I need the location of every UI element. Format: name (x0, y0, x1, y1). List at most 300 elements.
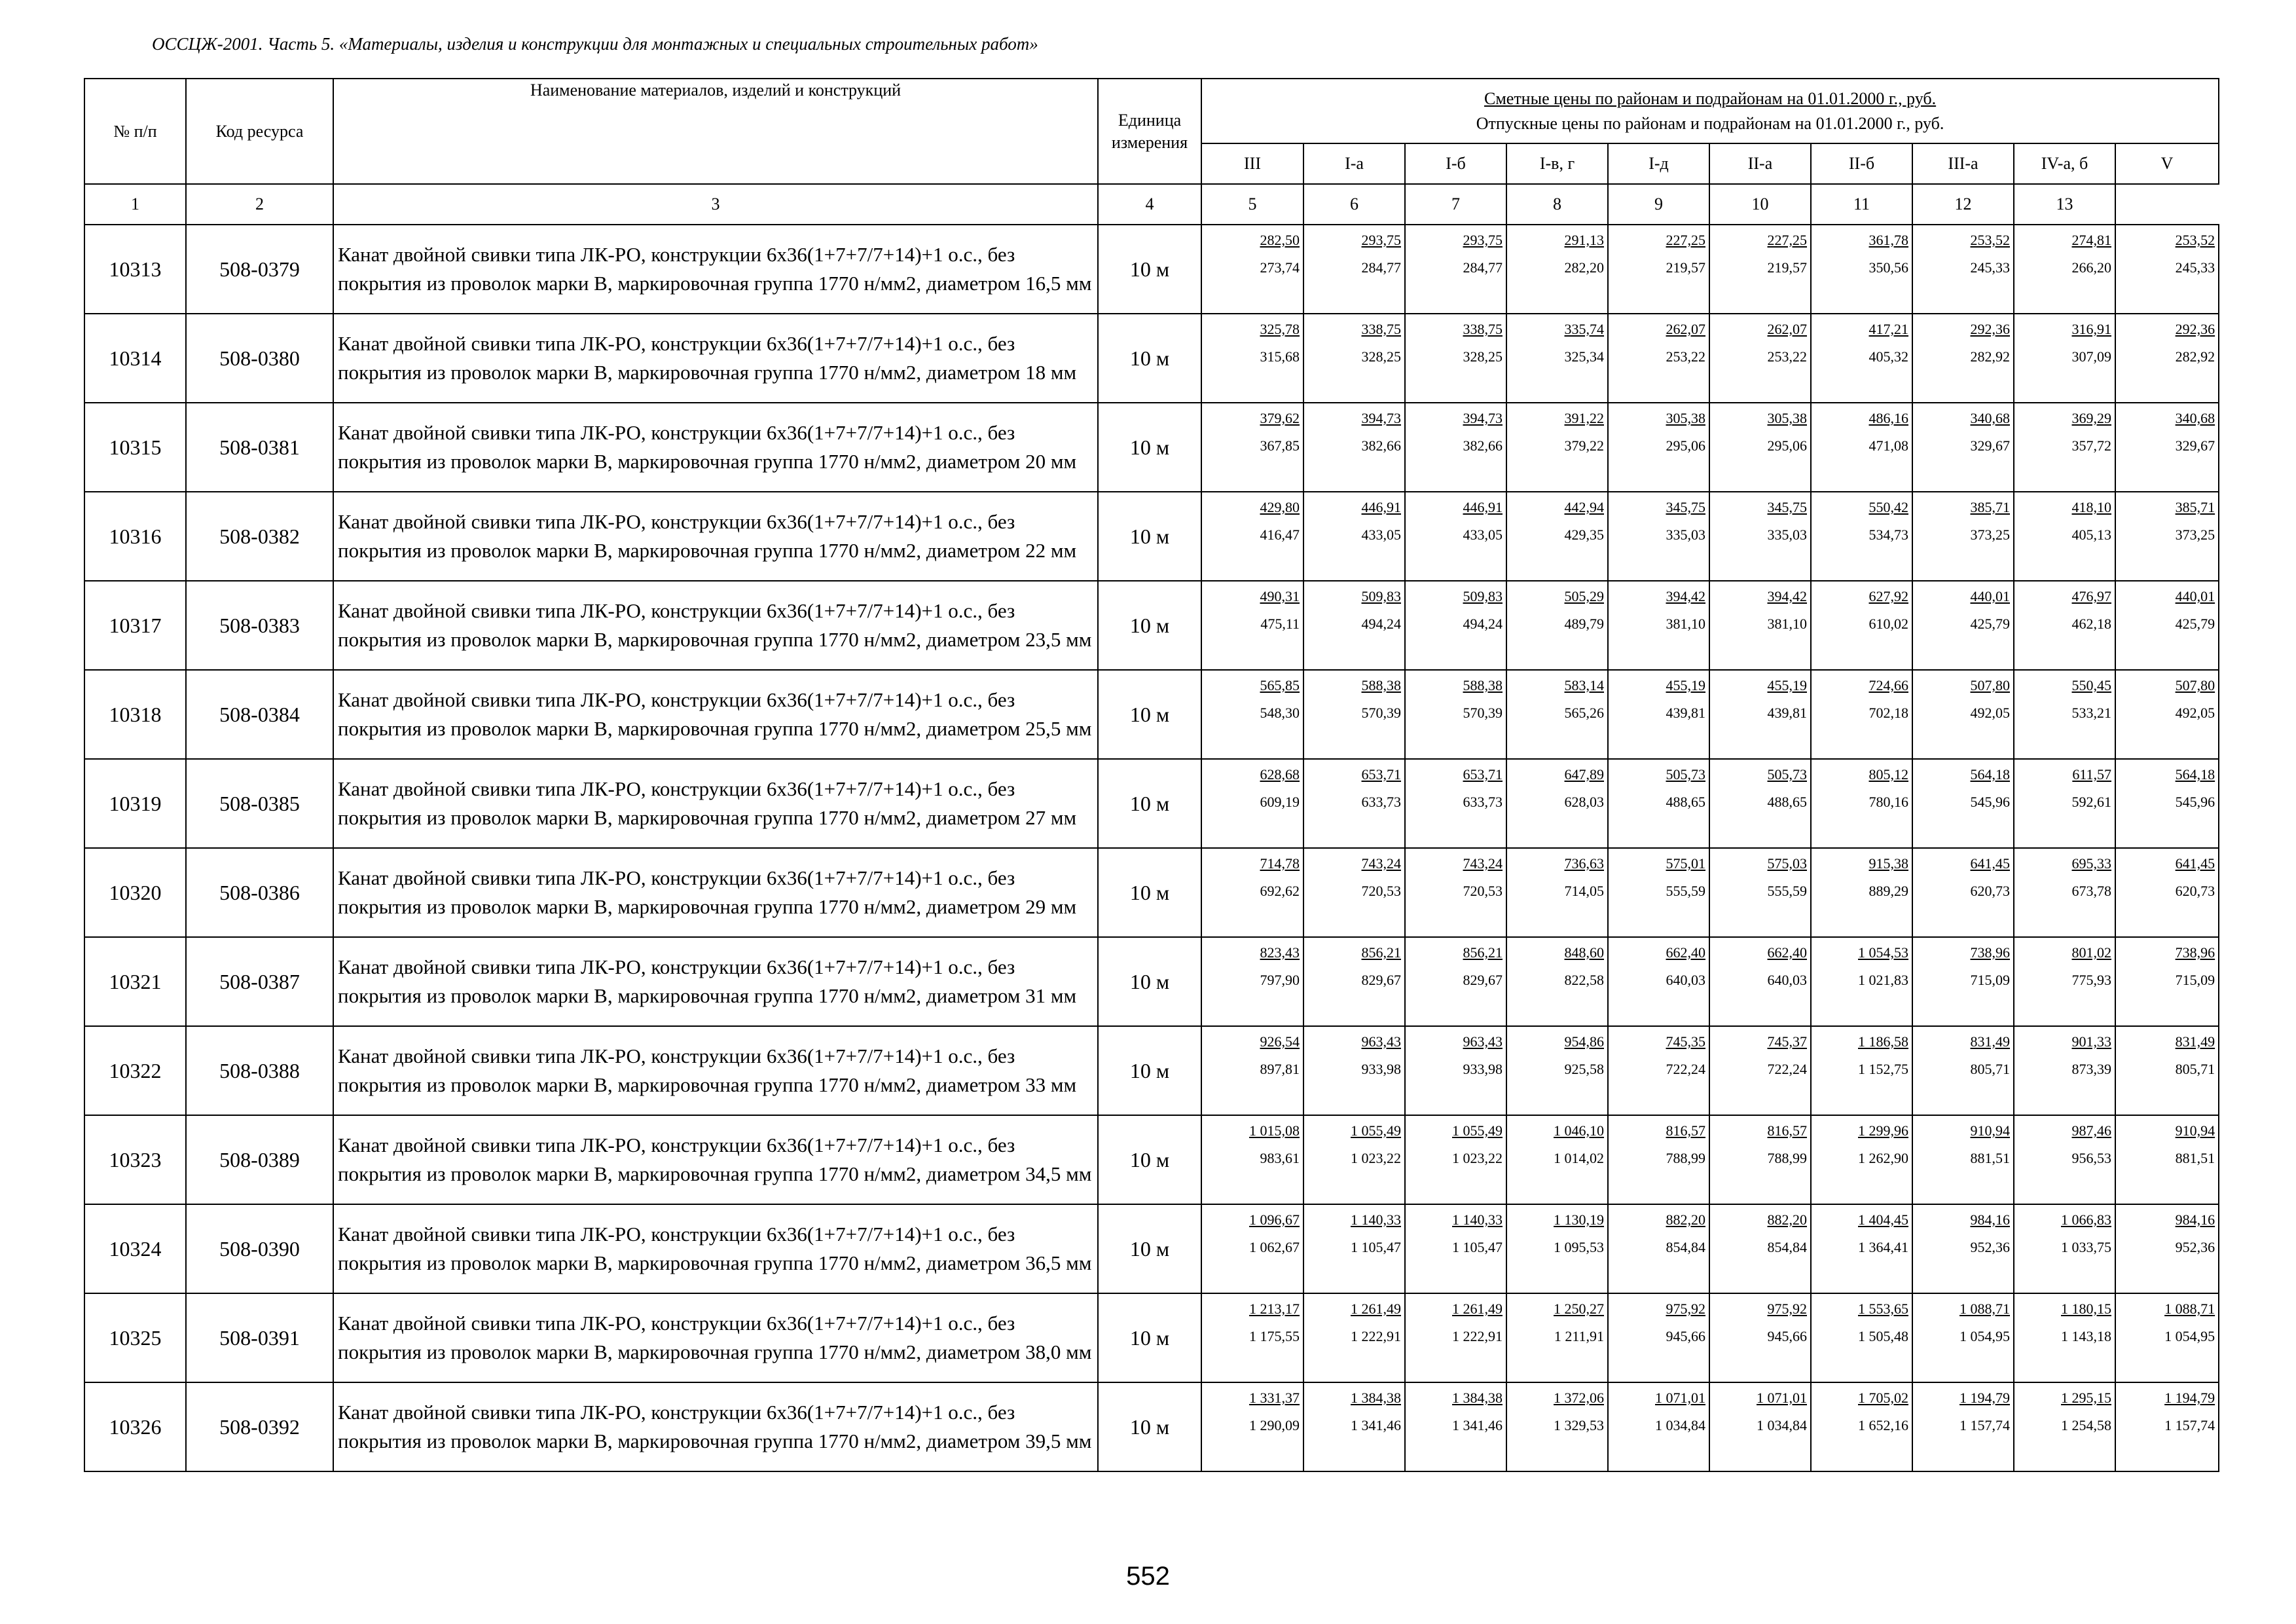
release-price: 282,20 (1564, 259, 1604, 276)
price-cell (2115, 1293, 2219, 1382)
price-cell (2115, 1026, 2219, 1115)
estimated-price: 418,10 (2071, 499, 2111, 515)
release-price: 492,05 (2175, 705, 2215, 721)
estimated-price: 486,16 (1868, 410, 1908, 426)
release-price: 405,13 (2071, 526, 2111, 543)
release-price: 284,77 (1361, 259, 1401, 276)
table-row (84, 403, 2219, 492)
release-price: 788,99 (1666, 1150, 1705, 1166)
price-cell (1405, 403, 1506, 492)
release-price: 873,39 (2071, 1061, 2111, 1077)
header-column-number: 12 (1912, 184, 2014, 225)
estimated-price: 385,71 (1970, 499, 2010, 515)
estimated-price: 1 372,06 (1554, 1390, 1604, 1406)
material-name: Канат двойной свивки типа ЛК-РО, конструкции 6х36(1+7+7/7+14)+1 о.с., без покрытия из проволок марки В, маркировочная группа 1770 н/мм2, диаметром 29 мм (333, 848, 1098, 937)
release-price: 1 105,47 (1351, 1239, 1401, 1255)
release-price: 555,59 (1767, 883, 1807, 899)
estimated-price: 823,43 (1260, 944, 1300, 961)
price-cell (2014, 492, 2115, 581)
price-cell (1912, 1026, 2014, 1115)
price-cell (1608, 937, 1709, 1026)
release-price: 570,39 (1463, 705, 1503, 721)
release-price: 1 033,75 (2061, 1239, 2111, 1255)
release-price: 822,58 (1564, 972, 1604, 988)
resource-code: 508-0381 (186, 403, 333, 492)
estimated-price: 816,57 (1666, 1122, 1705, 1139)
release-price: 555,59 (1666, 883, 1705, 899)
price-cell (1811, 492, 1912, 581)
estimated-price: 641,45 (2175, 855, 2215, 872)
row-number: 10318 (84, 670, 186, 759)
estimated-price: 805,12 (1868, 766, 1908, 783)
release-price: 933,98 (1463, 1061, 1503, 1077)
release-price: 933,98 (1361, 1061, 1401, 1077)
release-price: 373,25 (1970, 526, 2010, 543)
price-cell (1303, 403, 1405, 492)
resource-code: 508-0384 (186, 670, 333, 759)
header-region: IV-а, б (2014, 143, 2115, 184)
release-price: 1 152,75 (1858, 1061, 1908, 1077)
estimated-price: 1 071,01 (1757, 1390, 1807, 1406)
estimated-price: 975,92 (1767, 1301, 1807, 1317)
price-cell (1912, 759, 2014, 848)
release-price: 788,99 (1767, 1150, 1807, 1166)
release-price: 462,18 (2071, 616, 2111, 632)
estimated-price: 340,68 (2175, 410, 2215, 426)
release-price: 805,71 (1970, 1061, 2010, 1077)
price-cell (1405, 492, 1506, 581)
estimated-price: 316,91 (2071, 321, 2111, 337)
material-name: Канат двойной свивки типа ЛК-РО, конструкции 6х36(1+7+7/7+14)+1 о.с., без покрытия из проволок марки В, маркировочная группа 1770 н/мм2, диаметром 38,0 мм (333, 1293, 1098, 1382)
price-cell (1201, 581, 1303, 670)
release-price: 1 290,09 (1249, 1417, 1300, 1433)
material-name: Канат двойной свивки типа ЛК-РО, конструкции 6х36(1+7+7/7+14)+1 о.с., без покрытия из проволок марки В, маркировочная группа 1770 н/мм2, диаметром 23,5 мм (333, 581, 1098, 670)
unit-of-measure: 10 м (1098, 225, 1201, 314)
estimated-price: 262,07 (1666, 321, 1705, 337)
release-price: 1 341,46 (1452, 1417, 1503, 1433)
price-cell (1608, 225, 1709, 314)
price-cell (1912, 314, 2014, 403)
resource-code: 508-0385 (186, 759, 333, 848)
estimated-price: 1 015,08 (1249, 1122, 1300, 1139)
estimated-price: 575,01 (1666, 855, 1705, 872)
header-region: III-а (1912, 143, 2014, 184)
estimated-price: 695,33 (2071, 855, 2111, 872)
estimated-price: 1 055,49 (1452, 1122, 1503, 1139)
header-column-number: 1 (84, 184, 186, 225)
release-price: 881,51 (2175, 1150, 2215, 1166)
estimated-price: 292,36 (1970, 321, 2010, 337)
estimated-price: 490,31 (1260, 588, 1300, 604)
release-price: 379,22 (1564, 437, 1604, 454)
estimated-price: 641,45 (1970, 855, 2010, 872)
estimated-price: 550,45 (2071, 677, 2111, 693)
release-price: 881,51 (1970, 1150, 2010, 1166)
release-price: 829,67 (1463, 972, 1503, 988)
release-price: 489,79 (1564, 616, 1604, 632)
price-cell (1811, 1382, 1912, 1471)
release-price: 1 175,55 (1249, 1328, 1300, 1344)
resource-code: 508-0382 (186, 492, 333, 581)
release-price: 1 023,22 (1351, 1150, 1401, 1166)
estimated-price: 1 261,49 (1351, 1301, 1401, 1317)
price-cell (1303, 848, 1405, 937)
price-cell (1303, 492, 1405, 581)
estimated-price: 662,40 (1767, 944, 1807, 961)
price-cell (1912, 937, 2014, 1026)
release-price: 1 652,16 (1858, 1417, 1908, 1433)
release-price: 284,77 (1463, 259, 1503, 276)
header-column-number: 13 (2014, 184, 2115, 225)
release-price: 609,19 (1260, 794, 1300, 810)
estimated-price: 1 130,19 (1554, 1211, 1604, 1228)
estimated-price: 653,71 (1463, 766, 1503, 783)
estimated-price: 1 384,38 (1452, 1390, 1503, 1406)
estimated-price: 440,01 (2175, 588, 2215, 604)
table-row (84, 492, 2219, 581)
estimated-price: 325,78 (1260, 321, 1300, 337)
row-number: 10322 (84, 1026, 186, 1115)
release-price: 433,05 (1463, 526, 1503, 543)
release-price: 1 329,53 (1554, 1417, 1604, 1433)
price-cell (1912, 848, 2014, 937)
material-name: Канат двойной свивки типа ЛК-РО, конструкции 6х36(1+7+7/7+14)+1 о.с., без покрытия из проволок марки В, маркировочная группа 1770 н/мм2, диаметром 34,5 мм (333, 1115, 1098, 1204)
price-cell (1303, 1026, 1405, 1115)
price-cell (1608, 759, 1709, 848)
estimated-price: 565,85 (1260, 677, 1300, 693)
release-price: 715,09 (2175, 972, 2215, 988)
estimated-price: 653,71 (1361, 766, 1401, 783)
price-cell (2014, 1026, 2115, 1115)
header-column-number: 5 (1201, 184, 1303, 225)
table-row (84, 670, 2219, 759)
price-cell (1506, 1382, 1608, 1471)
release-price: 494,24 (1463, 616, 1503, 632)
release-price: 1 034,84 (1655, 1417, 1705, 1433)
row-number: 10314 (84, 314, 186, 403)
price-cell (1608, 1204, 1709, 1293)
price-cell (1709, 1026, 1811, 1115)
price-cell (1811, 759, 1912, 848)
price-cell (2115, 937, 2219, 1026)
price-cell (1608, 403, 1709, 492)
release-price: 295,06 (1666, 437, 1705, 454)
estimated-price: 963,43 (1463, 1033, 1503, 1050)
price-cell (2014, 403, 2115, 492)
release-price: 534,73 (1868, 526, 1908, 543)
estimated-price: 305,38 (1767, 410, 1807, 426)
header-column-number: 10 (1709, 184, 1811, 225)
price-cell (1303, 670, 1405, 759)
estimated-price: 391,22 (1564, 410, 1604, 426)
release-price: 350,56 (1868, 259, 1908, 276)
estimated-price: 831,49 (2175, 1033, 2215, 1050)
price-cell (1811, 403, 1912, 492)
estimated-price: 662,40 (1666, 944, 1705, 961)
material-name: Канат двойной свивки типа ЛК-РО, конструкции 6х36(1+7+7/7+14)+1 о.с., без покрытия из проволок марки В, маркировочная группа 1770 н/мм2, диаметром 22 мм (333, 492, 1098, 581)
estimated-price: 253,52 (2175, 232, 2215, 248)
estimated-price: 743,24 (1361, 855, 1401, 872)
price-cell (2115, 670, 2219, 759)
release-price: 1 222,91 (1351, 1328, 1401, 1344)
header-name: Наименование материалов, изделий и конструкций (333, 79, 1098, 184)
header-row-titles (84, 79, 2219, 143)
resource-code: 508-0386 (186, 848, 333, 937)
release-price: 640,03 (1666, 972, 1705, 988)
header-unit: Единица измерения (1098, 79, 1201, 184)
price-cell (1506, 225, 1608, 314)
estimated-price: 509,83 (1463, 588, 1503, 604)
release-price: 439,81 (1666, 705, 1705, 721)
price-cell (2014, 848, 2115, 937)
estimated-price: 507,80 (1970, 677, 2010, 693)
estimated-price: 910,94 (1970, 1122, 2010, 1139)
release-price: 373,25 (2175, 526, 2215, 543)
unit-of-measure: 10 м (1098, 581, 1201, 670)
release-price: 381,10 (1767, 616, 1807, 632)
header-column-number: 9 (1608, 184, 1709, 225)
release-price: 325,34 (1564, 348, 1604, 365)
release-price: 425,79 (1970, 616, 2010, 632)
release-price: 610,02 (1868, 616, 1908, 632)
estimated-price: 305,38 (1666, 410, 1705, 426)
price-cell (1811, 1204, 1912, 1293)
estimated-price: 338,75 (1463, 321, 1503, 337)
unit-of-measure: 10 м (1098, 670, 1201, 759)
release-price: 925,58 (1564, 1061, 1604, 1077)
price-cell (1201, 403, 1303, 492)
price-cell (2115, 1115, 2219, 1204)
estimated-price: 446,91 (1361, 499, 1401, 515)
resource-code: 508-0383 (186, 581, 333, 670)
release-price: 1 034,84 (1757, 1417, 1807, 1433)
price-cell (2014, 670, 2115, 759)
release-price: 533,21 (2071, 705, 2111, 721)
price-cell (1506, 1293, 1608, 1382)
release-price: 382,66 (1463, 437, 1503, 454)
estimated-price: 442,94 (1564, 499, 1604, 515)
estimated-price: 848,60 (1564, 944, 1604, 961)
release-price: 715,09 (1970, 972, 2010, 988)
price-cell (1405, 225, 1506, 314)
release-price: 673,78 (2071, 883, 2111, 899)
price-cell (1303, 1382, 1405, 1471)
release-price: 1 222,91 (1452, 1328, 1503, 1344)
release-price: 219,57 (1767, 259, 1807, 276)
release-price: 429,35 (1564, 526, 1604, 543)
estimated-price: 1 299,96 (1858, 1122, 1908, 1139)
price-cell (1405, 1115, 1506, 1204)
resource-code: 508-0392 (186, 1382, 333, 1471)
price-cell (1201, 1026, 1303, 1115)
resource-code: 508-0390 (186, 1204, 333, 1293)
estimated-price: 394,73 (1361, 410, 1401, 426)
release-price: 471,08 (1868, 437, 1908, 454)
price-cell (2014, 225, 2115, 314)
estimated-price: 745,37 (1767, 1033, 1807, 1050)
price-cell (1709, 1382, 1811, 1471)
release-price: 282,92 (2175, 348, 2215, 365)
estimated-price: 505,29 (1564, 588, 1604, 604)
estimated-price: 335,74 (1564, 321, 1604, 337)
row-number: 10326 (84, 1382, 186, 1471)
estimated-price: 1 140,33 (1351, 1211, 1401, 1228)
price-cell (1405, 848, 1506, 937)
material-name: Канат двойной свивки типа ЛК-РО, конструкции 6х36(1+7+7/7+14)+1 о.с., без покрытия из проволок марки В, маркировочная группа 1770 н/мм2, диаметром 25,5 мм (333, 670, 1098, 759)
price-cell (1608, 1026, 1709, 1115)
material-name: Канат двойной свивки типа ЛК-РО, конструкции 6х36(1+7+7/7+14)+1 о.с., без покрытия из проволок марки В, маркировочная группа 1770 н/мм2, диаметром 33 мм (333, 1026, 1098, 1115)
price-cell (1201, 225, 1303, 314)
row-number: 10320 (84, 848, 186, 937)
header-prices-estimated: Сметные цены по районам и подрайонам на 01.01.2000 г., руб. (1484, 88, 1937, 108)
price-cell (1405, 1204, 1506, 1293)
estimated-price: 1 384,38 (1351, 1390, 1401, 1406)
price-cell (2014, 1115, 2115, 1204)
estimated-price: 1 553,65 (1858, 1301, 1908, 1317)
estimated-price: 1 180,15 (2061, 1301, 2111, 1317)
row-number: 10323 (84, 1115, 186, 1204)
price-cell (1405, 937, 1506, 1026)
release-price: 722,24 (1767, 1061, 1807, 1077)
price-cell (1811, 1026, 1912, 1115)
price-cell (1201, 848, 1303, 937)
estimated-price: 429,80 (1260, 499, 1300, 515)
estimated-price: 291,13 (1564, 232, 1604, 248)
unit-of-measure: 10 м (1098, 403, 1201, 492)
release-price: 266,20 (2071, 259, 2111, 276)
price-cell (2014, 1293, 2115, 1382)
release-price: 335,03 (1666, 526, 1705, 543)
release-price: 1 095,53 (1554, 1239, 1604, 1255)
release-price: 1 062,67 (1249, 1239, 1300, 1255)
unit-of-measure: 10 м (1098, 759, 1201, 848)
price-cell (1201, 1204, 1303, 1293)
estimated-price: 736,63 (1564, 855, 1604, 872)
unit-of-measure: 10 м (1098, 1026, 1201, 1115)
estimated-price: 926,54 (1260, 1033, 1300, 1050)
table-row (84, 581, 2219, 670)
estimated-price: 345,75 (1767, 499, 1807, 515)
estimated-price: 1 250,27 (1554, 1301, 1604, 1317)
estimated-price: 882,20 (1666, 1211, 1705, 1228)
table-row (84, 759, 2219, 848)
release-price: 897,81 (1260, 1061, 1300, 1077)
release-price: 620,73 (1970, 883, 2010, 899)
table-row (84, 848, 2219, 937)
release-price: 1 054,95 (1959, 1328, 2010, 1344)
price-cell (2014, 1204, 2115, 1293)
price-cell (1506, 1026, 1608, 1115)
price-cell (1303, 1293, 1405, 1382)
estimated-price: 293,75 (1361, 232, 1401, 248)
estimated-price: 417,21 (1868, 321, 1908, 337)
header-column-number: 3 (333, 184, 1098, 225)
header-column-number: 7 (1405, 184, 1506, 225)
table-row (84, 937, 2219, 1026)
header-column-number: 6 (1303, 184, 1405, 225)
price-cell (1709, 1204, 1811, 1293)
material-name: Канат двойной свивки типа ЛК-РО, конструкции 6х36(1+7+7/7+14)+1 о.с., без покрытия из проволок марки В, маркировочная группа 1770 н/мм2, диаметром 18 мм (333, 314, 1098, 403)
estimated-price: 338,75 (1361, 321, 1401, 337)
release-price: 889,29 (1868, 883, 1908, 899)
unit-of-measure: 10 м (1098, 848, 1201, 937)
release-price: 548,30 (1260, 705, 1300, 721)
release-price: 245,33 (1970, 259, 2010, 276)
price-cell (1405, 670, 1506, 759)
release-price: 633,73 (1463, 794, 1503, 810)
table-row (84, 1204, 2219, 1293)
material-name: Канат двойной свивки типа ЛК-РО, конструкции 6х36(1+7+7/7+14)+1 о.с., без покрытия из проволок марки В, маркировочная группа 1770 н/мм2, диаметром 16,5 мм (333, 225, 1098, 314)
resource-code: 508-0389 (186, 1115, 333, 1204)
release-price: 329,67 (2175, 437, 2215, 454)
price-cell (1506, 314, 1608, 403)
price-cell (1201, 1115, 1303, 1204)
estimated-price: 831,49 (1970, 1033, 2010, 1050)
price-cell (1506, 403, 1608, 492)
release-price: 382,66 (1361, 437, 1401, 454)
release-price: 720,53 (1361, 883, 1401, 899)
estimated-price: 910,94 (2175, 1122, 2215, 1139)
release-price: 253,22 (1767, 348, 1807, 365)
row-number: 10321 (84, 937, 186, 1026)
estimated-price: 1 140,33 (1452, 1211, 1503, 1228)
unit-of-measure: 10 м (1098, 492, 1201, 581)
table-body (84, 225, 2219, 1471)
release-price: 945,66 (1666, 1328, 1705, 1344)
release-price: 983,61 (1260, 1150, 1300, 1166)
estimated-price: 738,96 (1970, 944, 2010, 961)
header-region: I-в, г (1506, 143, 1608, 184)
release-price: 1 364,41 (1858, 1239, 1908, 1255)
release-price: 295,06 (1767, 437, 1807, 454)
price-cell (1506, 492, 1608, 581)
price-cell (1303, 225, 1405, 314)
release-price: 357,72 (2071, 437, 2111, 454)
release-price: 328,25 (1463, 348, 1503, 365)
table-row (84, 1293, 2219, 1382)
release-price: 854,84 (1666, 1239, 1705, 1255)
price-cell (1608, 1293, 1709, 1382)
estimated-price: 227,25 (1666, 232, 1705, 248)
estimated-price: 611,57 (2072, 766, 2111, 783)
price-cell (1506, 1204, 1608, 1293)
estimated-price: 743,24 (1463, 855, 1503, 872)
estimated-price: 1 194,79 (1959, 1390, 2010, 1406)
estimated-price: 1 046,10 (1554, 1122, 1604, 1139)
price-cell (2014, 1382, 2115, 1471)
resource-code: 508-0379 (186, 225, 333, 314)
price-cell (2115, 314, 2219, 403)
material-name: Канат двойной свивки типа ЛК-РО, конструкции 6х36(1+7+7/7+14)+1 о.с., без покрытия из проволок марки В, маркировочная группа 1770 н/мм2, диаметром 39,5 мм (333, 1382, 1098, 1471)
estimated-price: 963,43 (1361, 1033, 1401, 1050)
price-cell (1506, 848, 1608, 937)
price-cell (2115, 492, 2219, 581)
header-region: I-б (1405, 143, 1506, 184)
estimated-price: 293,75 (1463, 232, 1503, 248)
estimated-price: 882,20 (1767, 1211, 1807, 1228)
row-number: 10315 (84, 403, 186, 492)
header-region: II-а (1709, 143, 1811, 184)
estimated-price: 505,73 (1666, 766, 1705, 783)
estimated-price: 1 088,71 (2164, 1301, 2215, 1317)
unit-of-measure: 10 м (1098, 1382, 1201, 1471)
header-region: I-а (1303, 143, 1405, 184)
table-row (84, 1115, 2219, 1204)
estimated-price: 987,46 (2071, 1122, 2111, 1139)
estimated-price: 369,29 (2071, 410, 2111, 426)
release-price: 1 021,83 (1858, 972, 1908, 988)
price-cell (1709, 314, 1811, 403)
